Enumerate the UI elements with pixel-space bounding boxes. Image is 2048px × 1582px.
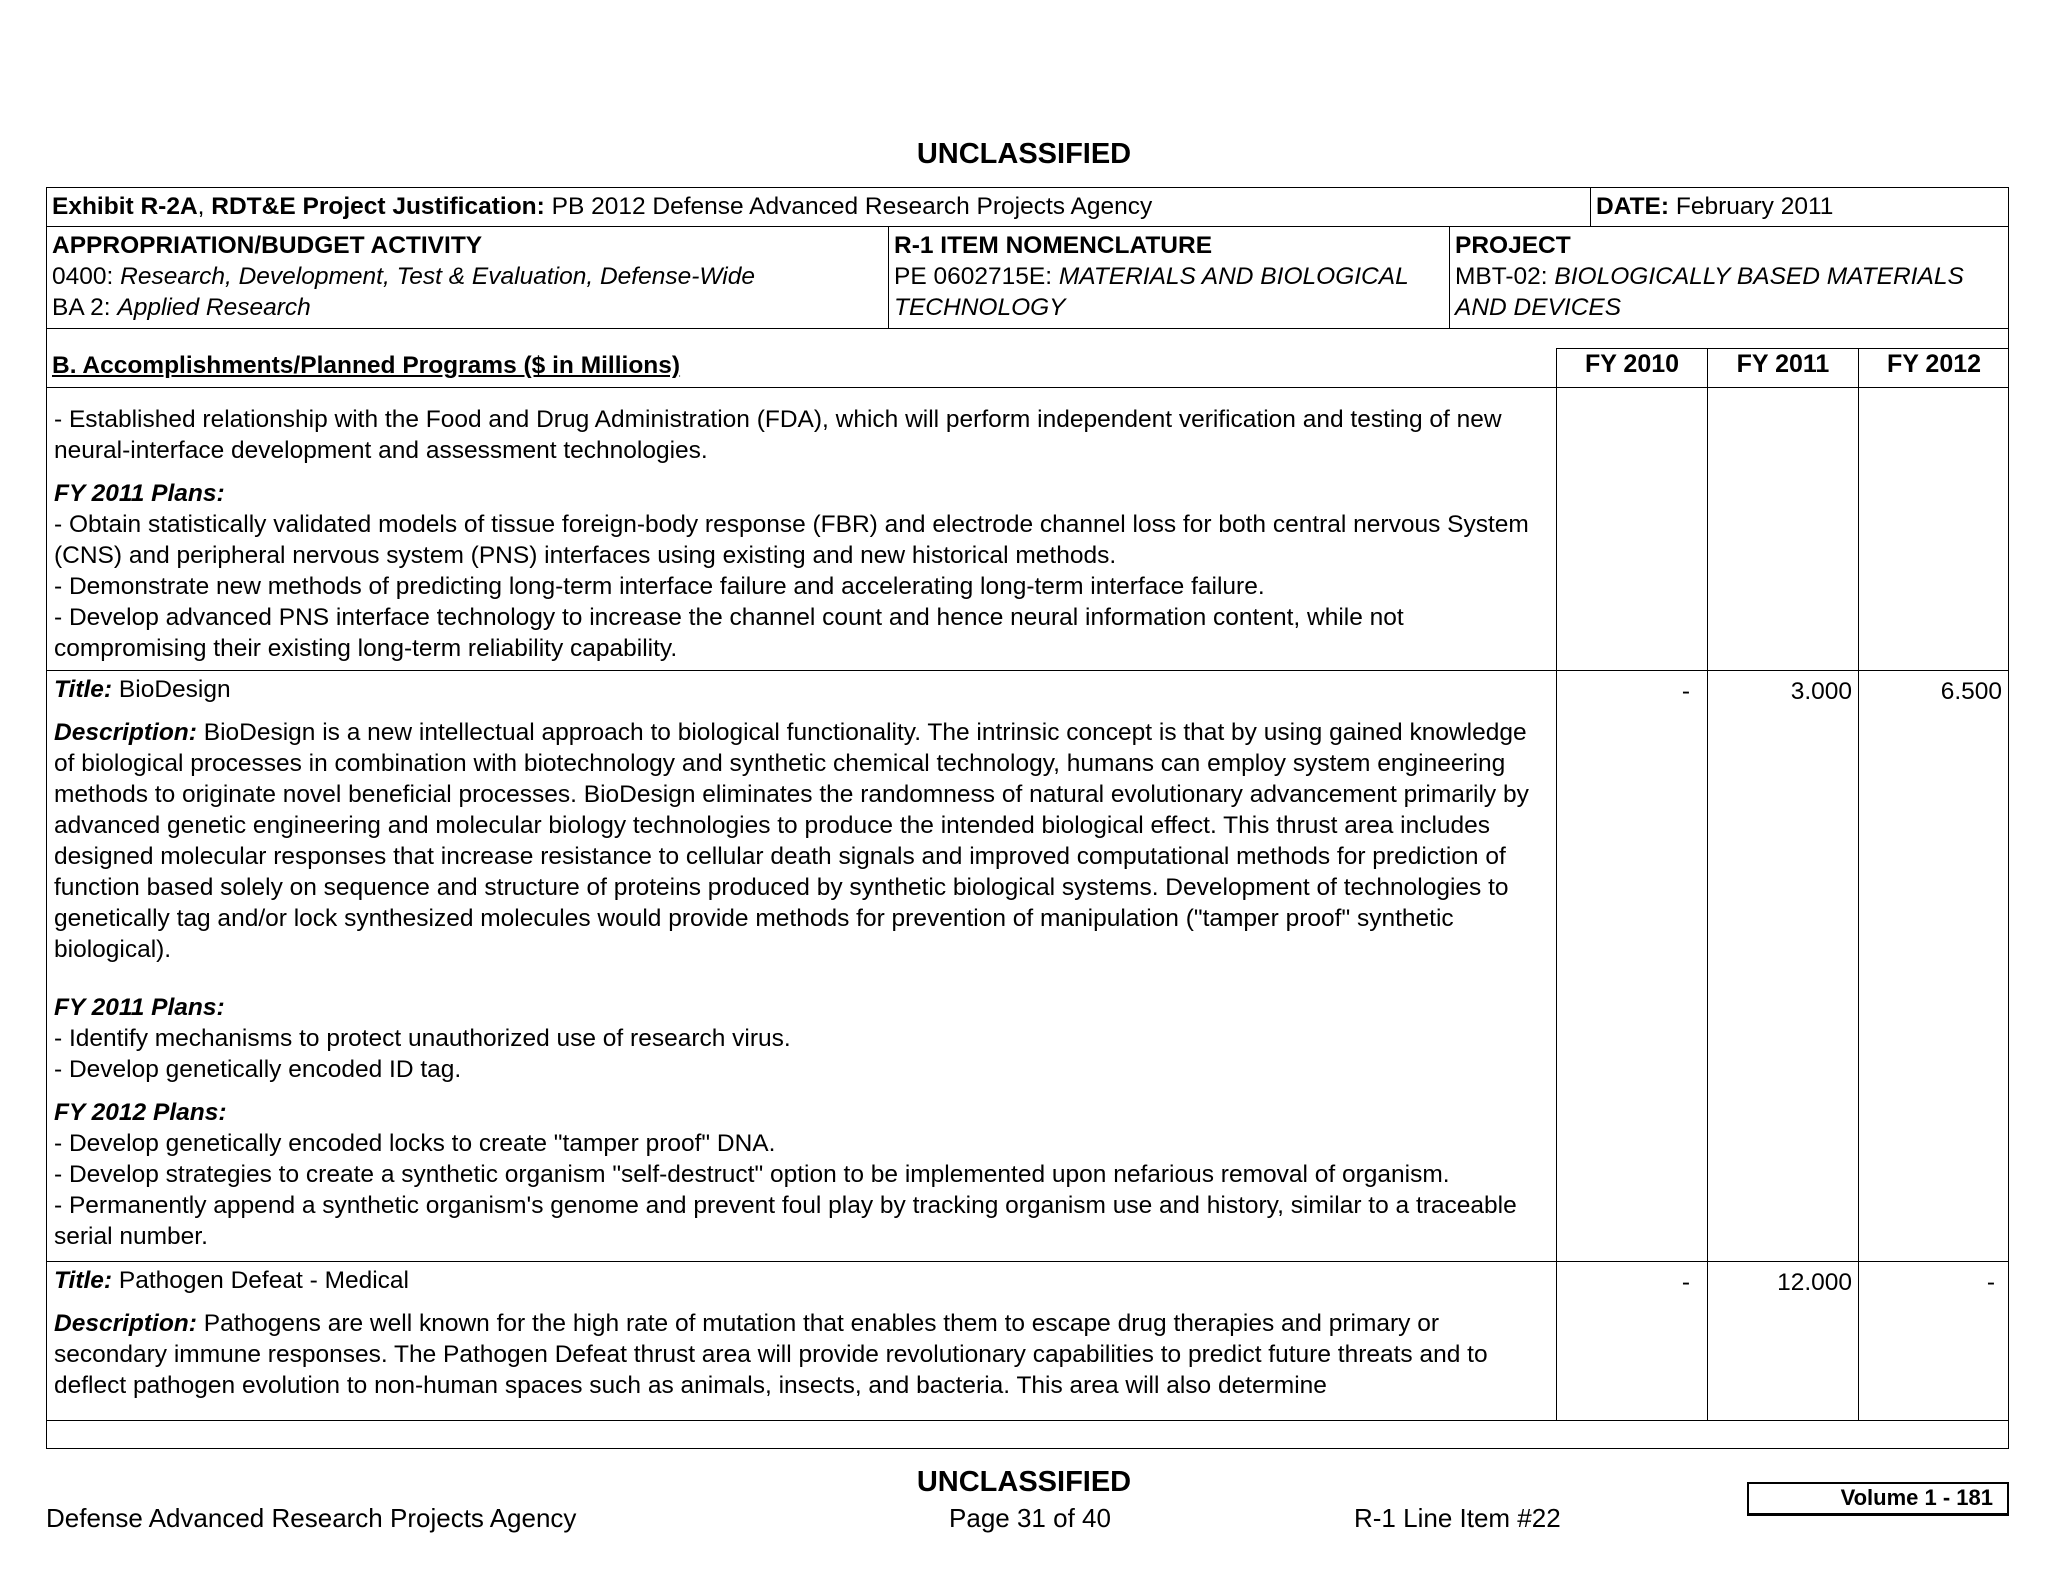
- biodesign-fy2010-value: -: [1681, 678, 1690, 705]
- list-item: - Develop advanced PNS interface technology to increase the channel count and hence neural information content, while not compromising their existing long-term reliability capability.: [54, 604, 1404, 662]
- col-fy2012: FY 2012: [1886, 350, 1982, 378]
- justification-label: RDT&E Project Justification:: [211, 193, 545, 220]
- justification-value: PB 2012 Defense Advanced Research Projects Agency: [551, 193, 1153, 220]
- r1-label: R-1 ITEM NOMENCLATURE: [894, 232, 1213, 259]
- list-item: - Develop strategies to create a synthetic organism "self-destruct" option to be implemented upon nefarious removal of organism.: [54, 1161, 1450, 1188]
- pathogen-fy2012-value: -: [1986, 1269, 1995, 1296]
- pathogen-fy2010-value: -: [1681, 1269, 1690, 1296]
- continued-bullet: - Established relationship with the Food and Drug Administration (FDA), which will perform independent verification and testing of new neural-interface development and assessment technologies.: [54, 406, 1502, 464]
- date-field: [1596, 191, 1833, 222]
- list-item: - Demonstrate new methods of predicting long-term interface failure and accelerating long-term interface failure.: [54, 573, 1265, 600]
- biodesign-block: [54, 674, 1549, 1252]
- list-item: - Identify mechanisms to protect unauthorized use of research virus.: [54, 1025, 791, 1052]
- biodesign-fy2012-list: [54, 1128, 1549, 1252]
- classification-header: UNCLASSIFIED: [916, 138, 1132, 170]
- pathogen-title: Title: Pathogen Defeat - Medical: [54, 1267, 409, 1294]
- exhibit-title: Exhibit R-2A, RDT&E Project Justification: PB 2012 Defense Advanced Research Projects Agency: [52, 193, 1153, 220]
- appropriation-label: APPROPRIATION/BUDGET ACTIVITY: [52, 232, 483, 259]
- pathogen-block: [54, 1265, 1549, 1401]
- pathogen-description: Description: Pathogens are well known for the high rate of mutation that enables them to escape drug therapies and primary or secondary immune responses. The Pathogen Defeat thrust area will provide revolutionary capabilities to predict future threats and to deflect pathogen evolution to non-human spaces such as animals, insects, and bacteria. This area will also determine: [54, 1310, 1488, 1399]
- list-item: - Develop genetically encoded ID tag.: [54, 1056, 462, 1083]
- col-fy2010: FY 2010: [1584, 350, 1680, 378]
- project-label: PROJECT: [1455, 232, 1571, 259]
- appropriation-cell: APPROPRIATION/BUDGET ACTIVITY 0400: Research, Development, Test & Evaluation, Defense-Wide BA 2: Applied Research: [52, 230, 882, 323]
- classification-footer: UNCLASSIFIED: [916, 1466, 1132, 1498]
- budget-activity-name: Applied Research: [117, 294, 311, 321]
- list-item: - Develop genetically encoded locks to create "tamper proof" DNA.: [54, 1130, 776, 1157]
- exhibit-label: Exhibit R-2A: [52, 193, 198, 220]
- biodesign-description: Description: BioDesign is a new intellectual approach to biological functionality. The intrinsic concept is that by using gained knowledge of biological processes in combination with biotechnology and synthetic chemical technology, humans can employ system engineering methods to originate novel beneficial processes. BioDesign eliminates the randomness of natural evolutionary advancement primarily by advanced genetic engineering and molecular biology technologies to produce the intended biological effect. This thrust area includes designed molecular responses that increase resistance to cellular death signals and improved computational methods for prediction of function based solely on sequence and structure of proteins produced by synthetic biological systems. Development of technologies to genetically tag and/or lock synthesized molecules would provide methods for prevention of manipulation ("tamper proof" synthetic biological).: [54, 719, 1529, 963]
- biodesign-fy2011-list: [54, 1023, 1549, 1085]
- biodesign-fy2012-label: FY 2012 Plans:: [54, 1099, 227, 1126]
- biodesign-fy2011-label: FY 2011 Plans:: [54, 994, 225, 1021]
- section-title: B. Accomplishments/Planned Programs ($ in Millions): [52, 352, 681, 379]
- date-value: February 2011: [1675, 193, 1834, 220]
- date-label: DATE:: [1596, 193, 1670, 220]
- continued-plans-label: FY 2011 Plans:: [54, 480, 225, 507]
- project-cell: PROJECT MBT-02: BIOLOGICALLY BASED MATERIALS AND DEVICES: [1455, 230, 2005, 323]
- list-item: - Permanently append a synthetic organism's genome and prevent foul play by tracking organism use and history, similar to a traceable serial number.: [54, 1192, 1517, 1250]
- r1-nomenclature-cell: R-1 ITEM NOMENCLATURE PE 0602715E: MATERIALS AND BIOLOGICAL TECHNOLOGY: [894, 230, 1449, 323]
- footer-agency: Defense Advanced Research Projects Agency: [46, 1503, 577, 1533]
- col-fy2011: FY 2011: [1736, 350, 1830, 378]
- footer-page-number: Page 31 of 40: [949, 1503, 1111, 1533]
- biodesign-fy2011-value: 3.000: [1790, 678, 1852, 705]
- continued-block: [54, 404, 1549, 664]
- continued-plans-list: [54, 509, 1549, 664]
- footer-line-item: R-1 Line Item #22: [1354, 1503, 1561, 1533]
- biodesign-title: Title: BioDesign: [54, 676, 231, 703]
- volume-box: Volume 1 - 181: [1747, 1482, 2009, 1516]
- appropriation-name: Research, Development, Test & Evaluation, Defense-Wide: [120, 263, 755, 290]
- biodesign-fy2012-value: 6.500: [1940, 678, 2002, 705]
- pathogen-fy2011-value: 12.000: [1777, 1269, 1852, 1296]
- list-item: - Obtain statistically validated models of tissue foreign-body response (FBR) and electrode channel loss for both central nervous System (CNS) and peripheral nervous system (PNS) interfaces using existing and new historical methods.: [54, 511, 1529, 569]
